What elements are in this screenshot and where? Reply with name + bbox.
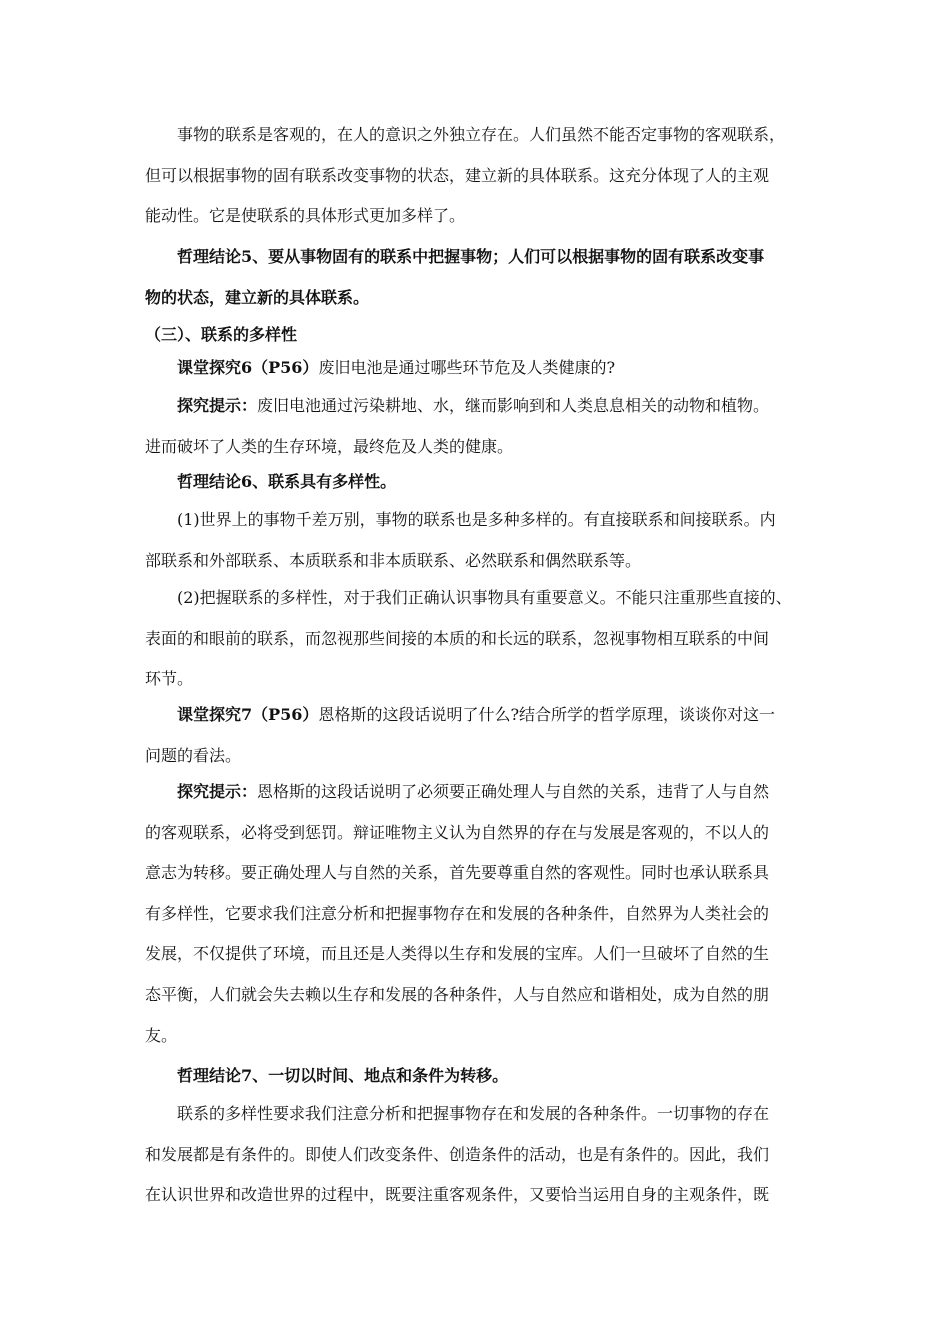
text-line: 意志为转移。要正确处理人与自然的关系，首先要尊重自然的客观性。同时也承认联系具 (145, 863, 770, 883)
text-line: 和发展都是有条件的。即使人们改变条件、创造条件的活动，也是有条件的。因此，我们 (145, 1144, 770, 1164)
text-line: 问题的看法。 (145, 745, 242, 765)
hint-text: 恩格斯的这段话说明了必须要正确处理人与自然的关系，违背了人与自然 (257, 782, 770, 801)
conclusion-7 (145, 1056, 810, 1097)
text-line (145, 348, 810, 389)
text-line (145, 772, 810, 813)
inquiry-label: 课堂探究6（P56） (145, 358, 319, 377)
section-title: （三）、联系的多样性 (145, 325, 298, 344)
inquiry-question: 废旧电池是通过哪些环节危及人类健康的? (318, 358, 616, 377)
text-line: 环节。 (145, 669, 194, 689)
text-line (145, 695, 810, 736)
text-line: 事物的联系是客观的，在人的意识之外独立存在。人们虽然不能否定事物的客观联系， (145, 125, 786, 144)
inquiry-label: 课堂探究7（P56） (145, 705, 319, 724)
text-line: 的客观联系，必将受到惩罚。辩证唯物主义认为自然界的存在与发展是客观的，不以人的 (145, 822, 770, 842)
text-line: 有多样性，它要求我们注意分析和把握事物存在和发展的各种条件，自然界为人类社会的 (145, 903, 770, 923)
text-line: (2)把握联系的多样性，对于我们正确认识事物具有重要意义。不能只注重那些直接的、 (145, 588, 792, 607)
paragraph-conditions (145, 1094, 810, 1216)
text-line: 哲理结论7、一切以时间、地点和条件为转移。 (145, 1066, 509, 1085)
text-line: 能动性。它是使联系的具体形式更加多样了。 (145, 206, 466, 226)
class-inquiry-7 (145, 695, 810, 776)
text-line: 联系的多样性要求我们注意分析和把握事物存在和发展的各种条件。一切事物的存在 (145, 1104, 770, 1123)
text-line: 进而破坏了人类的生存环境，最终危及人类的健康。 (145, 436, 514, 456)
point-2 (145, 578, 810, 700)
class-inquiry-6 (145, 348, 810, 389)
inquiry-question: 恩格斯的这段话说明了什么?结合所学的哲学原理，谈谈你对这一 (318, 705, 776, 724)
hint-label: 探究提示： (145, 782, 258, 801)
text-line: 部联系和外部联系、本质联系和非本质联系、必然联系和偶然联系等。 (145, 550, 642, 570)
text-line: 哲理结论6、联系具有多样性。 (145, 472, 397, 491)
text-line: 态平衡，人们就会失去赖以生存和发展的各种条件，人与自然应和谐相处，成为自然的朋 (145, 984, 770, 1004)
hint-label: 探究提示： (145, 396, 258, 415)
text-line: 物的状态，建立新的具体联系。 (145, 287, 370, 307)
inquiry-hint-7 (145, 772, 810, 1056)
text-line: 表面的和眼前的联系，而忽视那些间接的本质的和长远的联系，忽视事物相互联系的中间 (145, 628, 770, 648)
text-line: (1)世界上的事物千差万别，事物的联系也是多种多样的。有直接联系和间接联系。内 (145, 510, 776, 529)
text-line: 发展，不仅提供了环境，而且还是人类得以生存和发展的宝库。人们一旦破坏了自然的生 (145, 944, 770, 964)
paragraph-objective-connection (145, 115, 810, 237)
hint-text: 废旧电池通过污染耕地、水，继而影响到和人类息息相关的动物和植物。 (257, 396, 770, 415)
text-line: 在认识世界和改造世界的过程中，既要注重客观条件，又要恰当运用自身的主观条件，既 (145, 1185, 770, 1205)
inquiry-hint-6 (145, 386, 810, 467)
text-line (145, 386, 810, 427)
point-1 (145, 500, 810, 581)
conclusion-6 (145, 462, 810, 503)
text-line: 友。 (145, 1025, 178, 1045)
conclusion-5 (145, 237, 810, 318)
text-line: 但可以根据事物的固有联系改变事物的状态，建立新的具体联系。这充分体现了人的主观 (145, 165, 770, 185)
text-line: 哲理结论5、要从事物固有的联系中把握事物；人们可以根据事物的固有联系改变事 (145, 247, 765, 266)
